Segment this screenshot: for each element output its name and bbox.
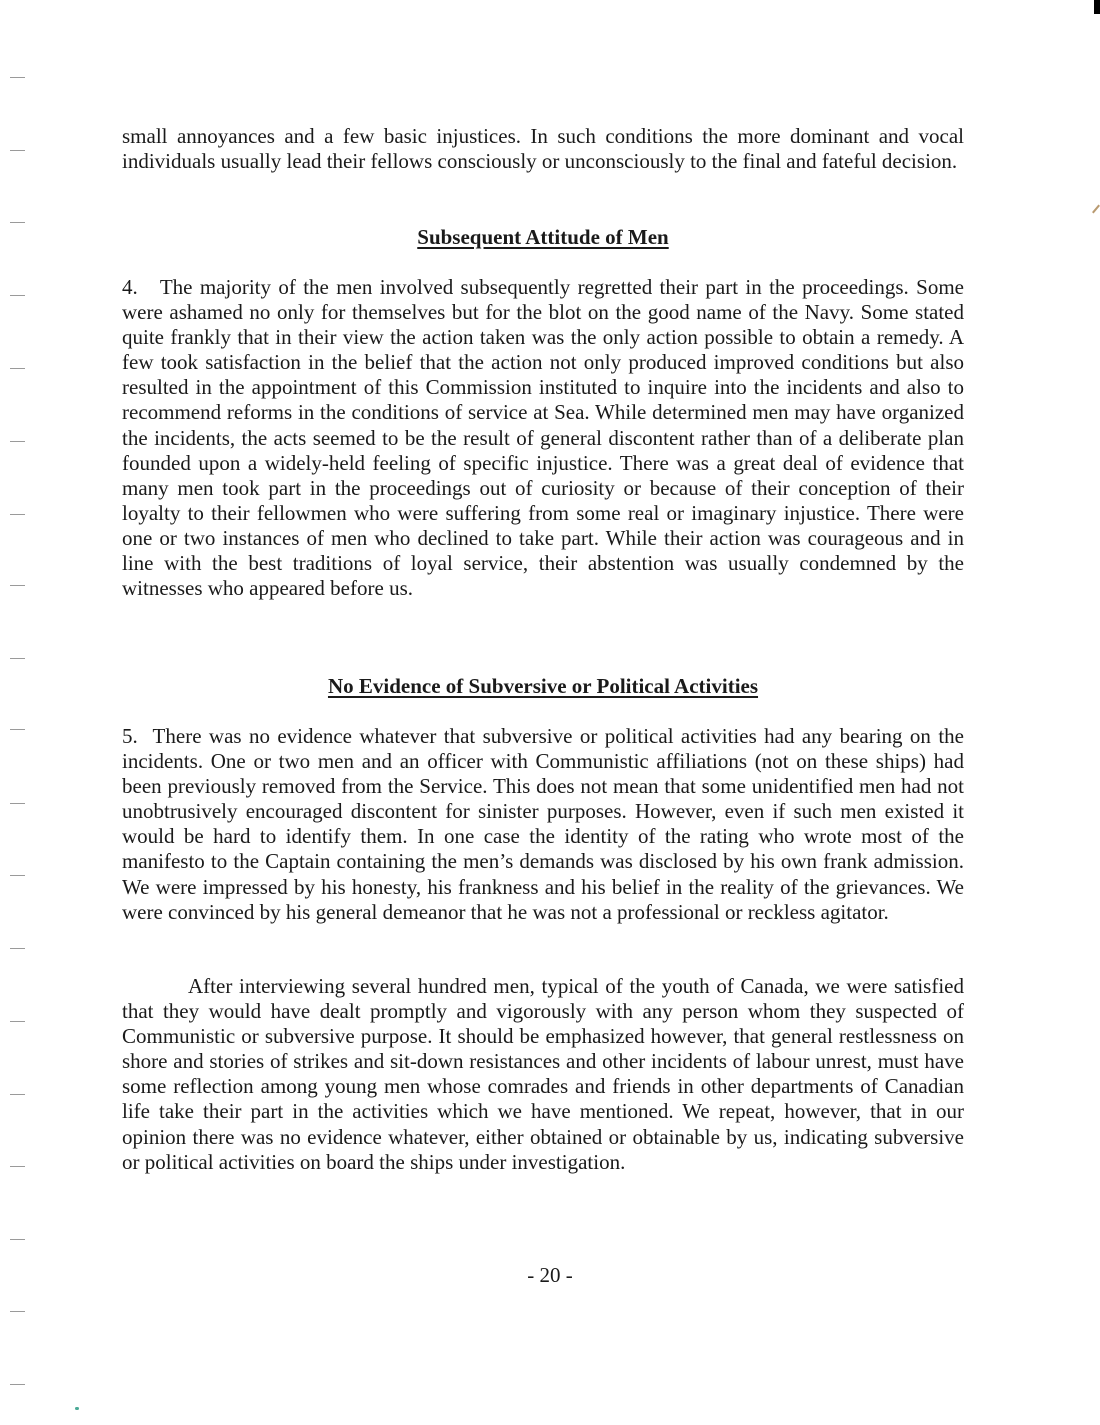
- binder-mark: [10, 222, 25, 223]
- binder-mark: [10, 1021, 25, 1022]
- continuation-paragraph: small annoyances and a few basic injustices. In such conditions the more dominant and vocal individuals usually lead their fellows consciously or unconsciously to the final and fateful decision.: [122, 124, 964, 174]
- binder-mark: [10, 948, 25, 949]
- paragraph-text: The majority of the men involved subsequently regretted their part in the proceedings. Some were ashamed no only for themselves but for the blot on the good name of the Navy. Some stated quite frankly that in their view the action taken was the only action possible to obtain a remedy. A few took satisfaction in the belief that the action not only produced improved conditions but also resulted in the appointment of this Commission instituted to inquire into the incidents and also to recommend reforms in the conditions of service at Sea. While determined men may have organized the incidents, the acts seemed to be the result of general discontent rather than of a deliberate plan founded upon a widely-held feeling of specific injustice. There was a great deal of evidence that many men took part in the proceedings out of curiosity or because of their conception of their loyalty to their fellowmen who were suffering from some real or imaginary injustice. There were one or two instances of men who declined to take part. While their action was courageous and in line with the best traditions of loyal service, their abstention was usually condemned by the witnesses who appeared before us.: [122, 275, 964, 601]
- binder-mark: [10, 1094, 25, 1095]
- binder-mark: [10, 585, 25, 586]
- binder-mark: [10, 1239, 25, 1240]
- page-number: - 20 -: [527, 1263, 573, 1287]
- binder-mark: [10, 803, 25, 804]
- paragraph-4: [122, 275, 964, 601]
- paragraph-text: There was no evidence whatever that subversive or political activities had any bearing on the incidents. One or two men and an officer with Communistic affiliations (not on these ships) had been previously removed from the Service. This does not mean that some unidentified men had not unobtrusively encouraged discontent for sinister purposes. However, even if such men existed it would be hard to identify them. In one case the identity of the rating who wrote most of the manifesto to the Captain containing the men’s demands was disclosed by his own frank admission. We were impressed by his honesty, his frankness and his belief in the reality of the grievances. We were convinced by his general demeanor that he was not a professional or reckless agitator.: [122, 724, 964, 924]
- binder-mark: [10, 875, 25, 876]
- paragraph-number: 4.: [122, 275, 138, 299]
- binder-mark: [10, 295, 25, 296]
- binder-mark: [10, 441, 25, 442]
- paragraph-5-continued: After interviewing several hundred men, typical of the youth of Canada, we were satisfied that they would have dealt promptly and vigorously with any person whom they suspected of Communistic or subversive purpose. It should be emphasized however, that general restlessness on shore and stories of strikes and sit-down resistances and other incidents of labour unrest, must have some reflection among young men whose comrades and friends in other departments of Canadian life take their part in the activities which we have mentioned. We repeat, however, that in our opinion there was no evidence whatever, either obtained or obtainable by us, indicating subversive or political activities on board the ships under investigation.: [122, 974, 964, 1174]
- binder-mark: [10, 1166, 25, 1167]
- binder-mark: [10, 150, 25, 151]
- paragraph-number: 5.: [122, 724, 138, 748]
- section-heading-text: No Evidence of Subversive or Political Activities: [327, 674, 759, 698]
- binder-mark: [10, 514, 25, 515]
- binder-hole-marks: [0, 0, 40, 1425]
- section-heading-text: Subsequent Attitude of Men: [417, 225, 669, 249]
- section-heading-subsequent-attitude: [122, 225, 964, 250]
- stray-dot: [75, 1407, 79, 1410]
- binder-mark: [10, 658, 25, 659]
- section-heading-no-evidence: [122, 674, 964, 699]
- binder-mark: [10, 1384, 25, 1385]
- binder-mark: [10, 77, 25, 78]
- binder-mark: [10, 368, 25, 369]
- paragraph-5: [122, 724, 964, 925]
- binder-mark: [10, 729, 25, 730]
- stray-pen-mark: [1092, 205, 1100, 214]
- binder-mark: [10, 1311, 25, 1312]
- scan-corner-mark: [1094, 0, 1100, 14]
